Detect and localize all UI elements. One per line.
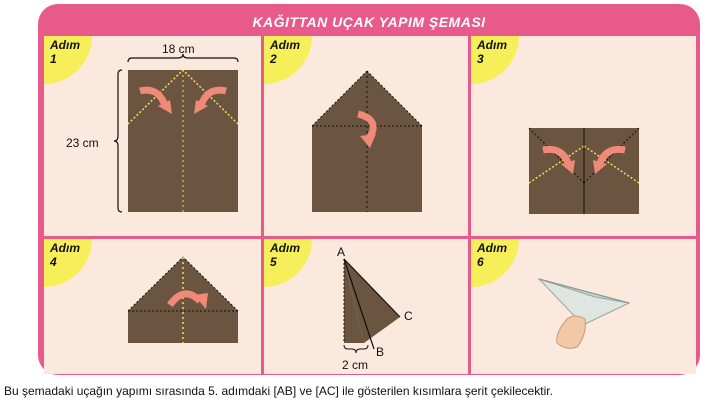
point-b-label: B xyxy=(376,345,385,359)
step-5-label: Adım 5 xyxy=(270,241,300,269)
step-2-panel xyxy=(264,36,468,236)
height-brace xyxy=(114,70,122,212)
small-width-label: 2 cm xyxy=(342,358,369,372)
step-6-label: Adım 6 xyxy=(477,241,507,269)
step-5-panel xyxy=(264,239,468,374)
step-1-label: Adım 1 xyxy=(50,38,80,66)
step-3-panel xyxy=(471,36,696,236)
step-4-panel xyxy=(44,239,261,374)
width-label: 18 cm xyxy=(162,42,195,56)
step-2-label: Adım 2 xyxy=(270,38,300,66)
step-1-panel xyxy=(44,36,261,236)
step-3-label: Adım 3 xyxy=(477,38,507,66)
diagram-caption: Bu şemadaki uçağın yapımı sırasında 5. adımdaki [AB] ve [AC] ile gösterilen kısımlara şerit çekilecektir. xyxy=(4,384,553,398)
point-a-label: A xyxy=(337,245,346,259)
step-4-label: Adım 4 xyxy=(50,241,80,269)
step-3-illustration xyxy=(471,36,696,236)
diagram-title: KAĞITTAN UÇAK YAPIM ŞEMASI xyxy=(252,14,486,30)
step-6-panel xyxy=(471,239,696,374)
hand-icon xyxy=(557,316,586,348)
point-c-label: C xyxy=(404,309,413,323)
small-brace xyxy=(344,345,368,353)
step-2-illustration xyxy=(264,36,468,236)
height-label: 23 cm xyxy=(66,136,99,150)
